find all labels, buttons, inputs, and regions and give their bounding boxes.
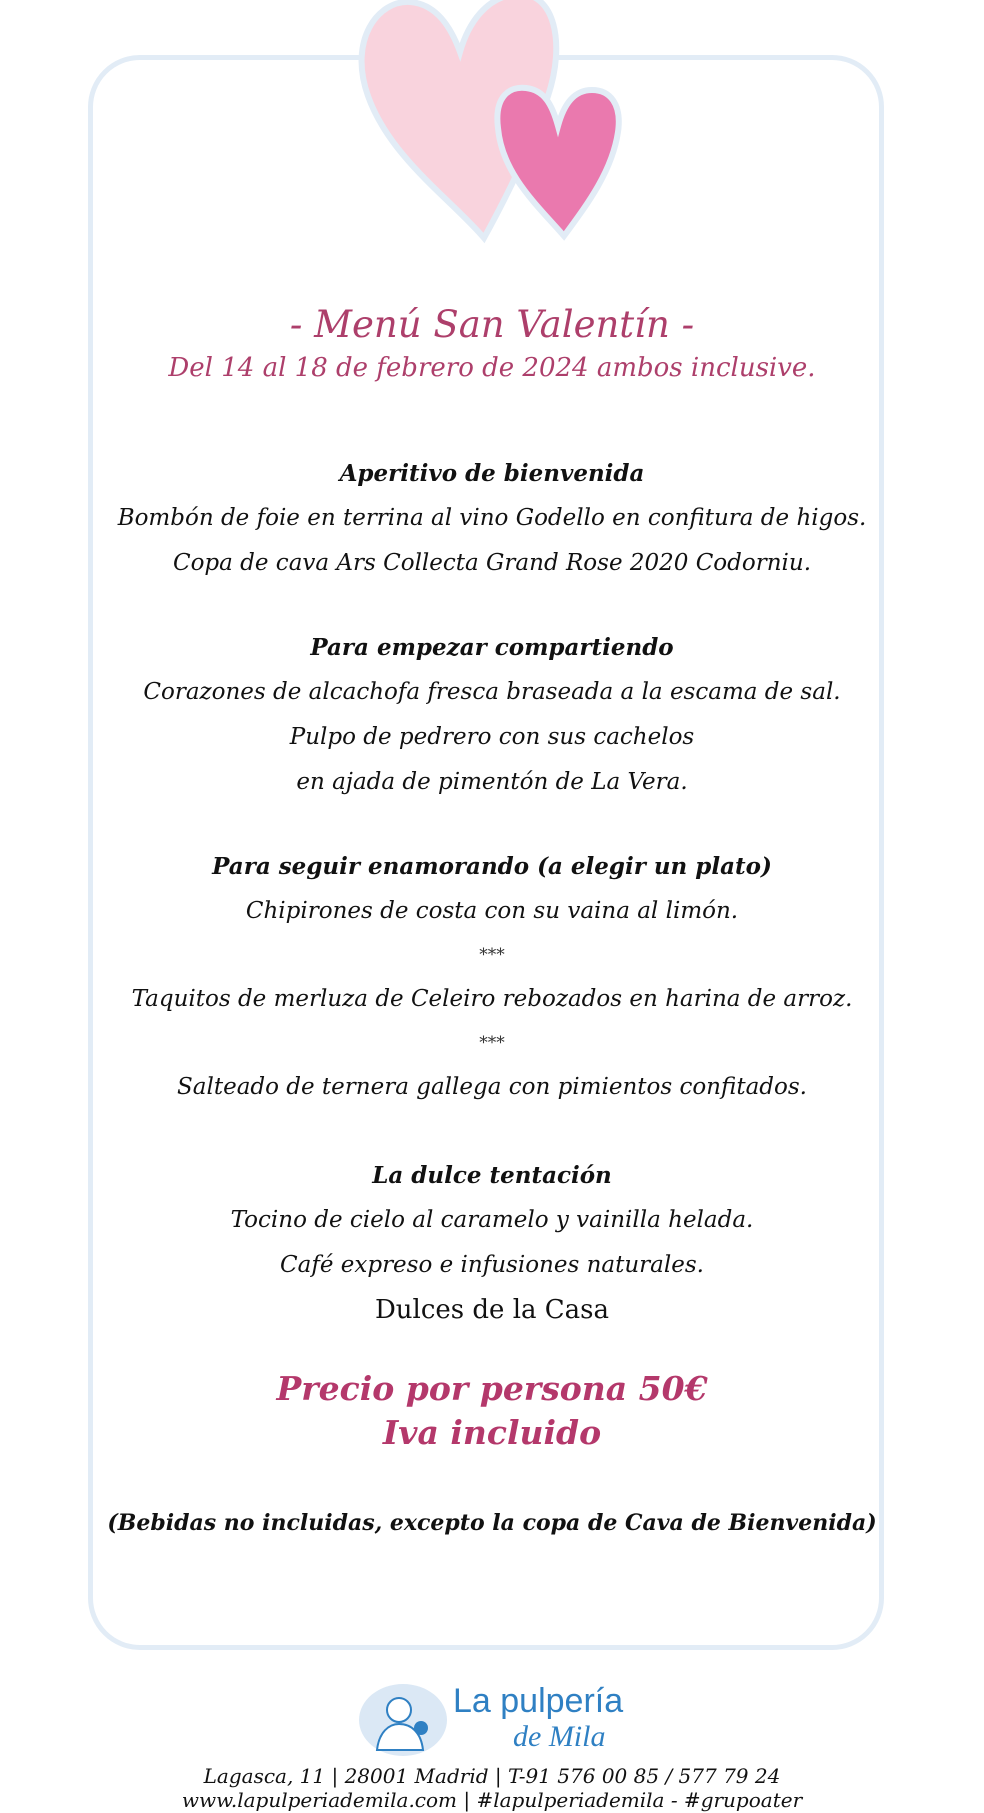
footer-address: Lagasca, 11 | 28001 Madrid | T-91 576 00 85 / 577 79 24 xyxy=(203,1764,781,1788)
menu-item: Salteado de ternera gallega con pimientos confitados. xyxy=(177,1074,807,1100)
menu-item: Bombón de foie en terrina al vino Godello en confitura de higos. xyxy=(117,505,867,531)
price-line: Precio por persona 50€ xyxy=(276,1369,708,1408)
section-heading-seguir: Para seguir enamorando (a elegir un plato) xyxy=(212,853,772,880)
footer-web: www.lapulperiademila.com | #lapulperiademila - #grupoater xyxy=(181,1788,803,1812)
menu-item: Taquitos de merluza de Celeiro rebozados en harina de arroz. xyxy=(131,986,853,1012)
menu-dates: Del 14 al 18 de febrero de 2024 ambos inclusive. xyxy=(168,353,816,383)
menu-item: Café expreso e infusiones naturales. xyxy=(280,1252,704,1278)
section-heading-aperitivo: Aperitivo de bienvenida xyxy=(339,460,645,487)
menu-item: Tocino de cielo al caramelo y vainilla helada. xyxy=(230,1207,754,1233)
chef-icon xyxy=(355,1680,455,1760)
menu-item: Chipirones de costa con su vaina al limón. xyxy=(245,898,739,924)
menu-item: Corazones de alcachofa fresca braseada a la escama de sal. xyxy=(143,679,841,705)
tax-line: Iva incluido xyxy=(382,1413,602,1452)
section-heading-empezar: Para empezar compartiendo xyxy=(310,634,674,661)
menu-content xyxy=(100,300,884,1543)
separator: *** xyxy=(479,945,505,965)
drinks-note: (Bebidas no incluidas, excepto la copa de Cava de Bienvenida) xyxy=(107,1510,877,1536)
separator: *** xyxy=(479,1033,505,1053)
menu-item: Copa de cava Ars Collecta Grand Rose 2020 Codorniu. xyxy=(172,550,812,576)
hearts-icon xyxy=(348,0,628,245)
menu-item: en ajada de pimentón de La Vera. xyxy=(296,769,688,795)
logo-text-line1: La pulpería xyxy=(453,1682,624,1720)
menu-item: Pulpo de pedrero con sus cachelos xyxy=(289,724,695,750)
restaurant-logo xyxy=(355,1680,625,1760)
logo-text-line2: de Mila xyxy=(513,1720,606,1753)
menu-item: Dulces de la Casa xyxy=(374,1295,610,1325)
menu-title: - Menú San Valentín - xyxy=(289,303,695,346)
section-heading-postre: La dulce tentación xyxy=(372,1162,612,1189)
